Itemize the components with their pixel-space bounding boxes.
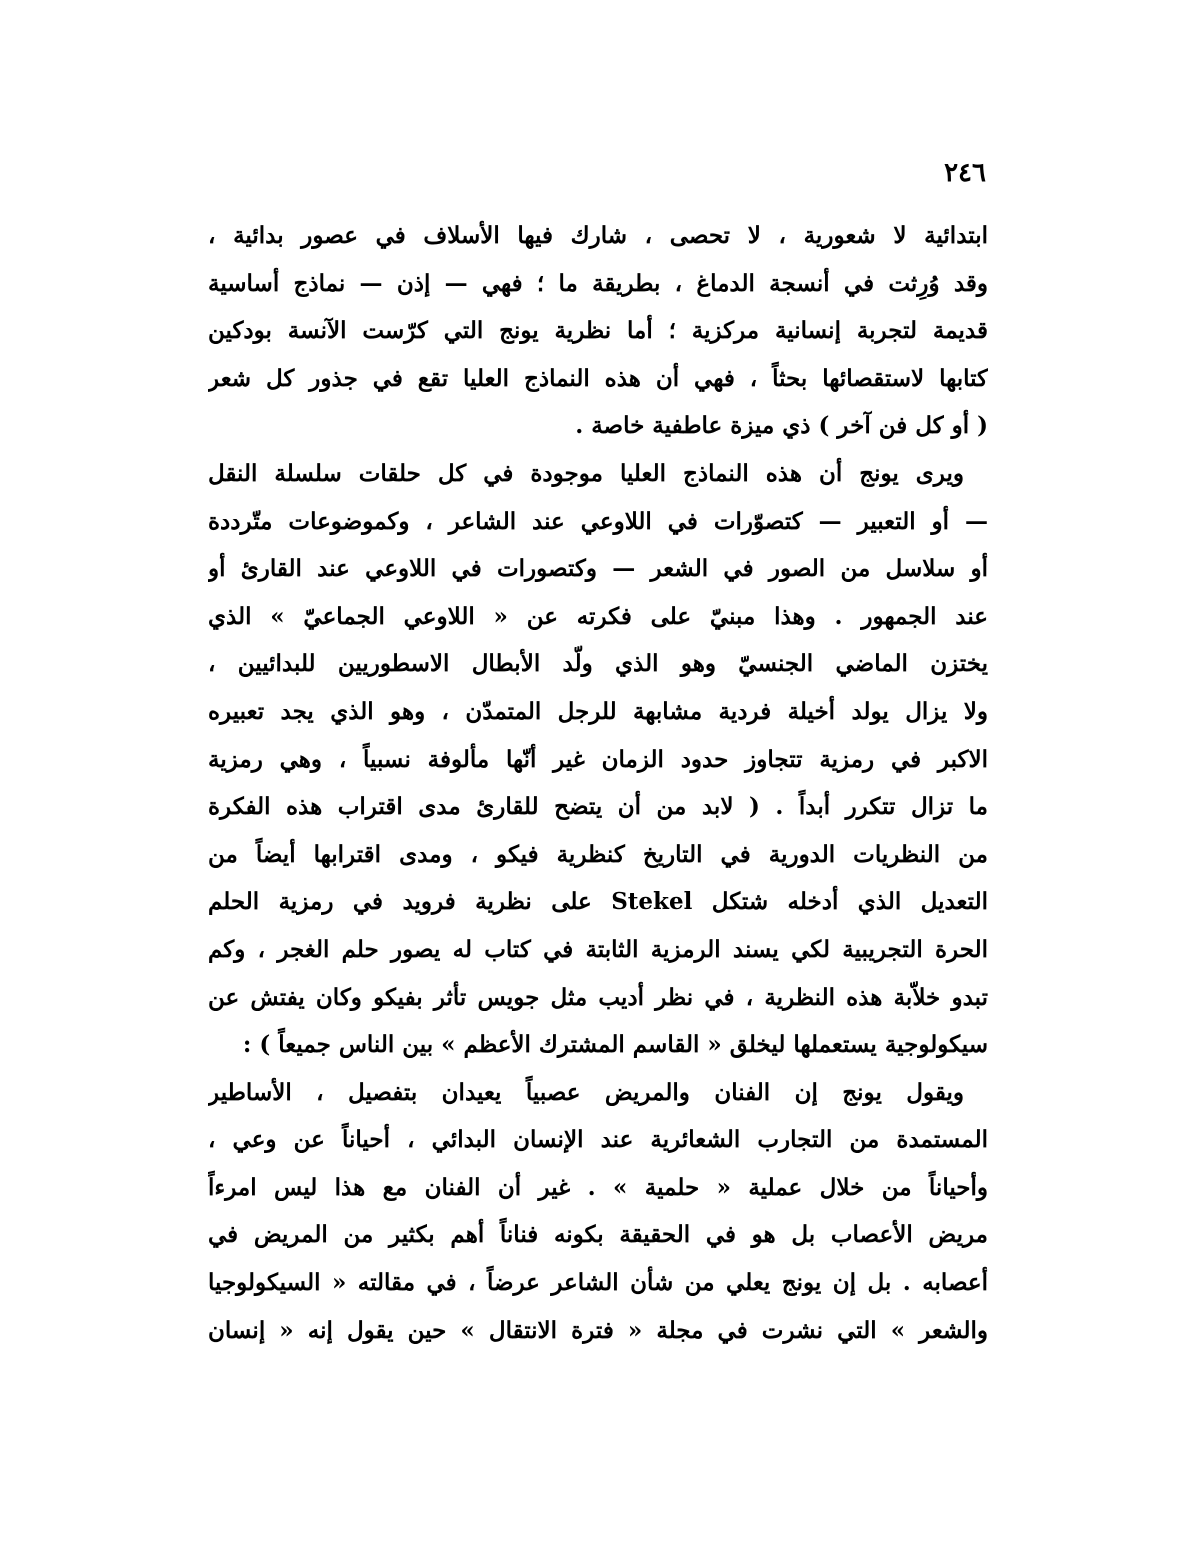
text-line: أعصابه . بل إن يونج يعلي من شأن الشاعر عرضاً ، في مقالته « السيكولوجيا	[208, 1269, 988, 1297]
text-line: الحرة التجريبية لكي يسند الرمزية الثابتة في كتاب له يصور حلم الغجر ، وكم	[208, 935, 988, 963]
text-line: التعديل الذي أدخله شتكل Stekel على نظرية فرويد في رمزية الحلم	[208, 888, 988, 916]
text-line: قديمة لتجربة إنسانية مركزية ؛ أما نظرية يونج التي كرّست الآنسة بودكين	[208, 317, 988, 345]
text-line: مريض الأعصاب بل هو في الحقيقة بكونه فناناً أهم بكثير من المريض في	[208, 1221, 988, 1249]
text-line: ابتدائية لا شعورية ، لا تحصى ، شارك فيها الأسلاف في عصور بدائية ،	[208, 222, 988, 249]
page-number: ٢٤٦	[944, 158, 986, 188]
text-line: يختزن الماضي الجنسيّ وهو الذي ولّد الأبطال الاسطوريين للبدائيين ،	[208, 650, 988, 678]
text-line: تبدو خلاّبة هذه النظرية ، في نظر أديب مثل جويس تأثر بفيكو وكان يفتش عن	[208, 983, 988, 1011]
text-line: ما تزال تتكرر أبداً . ( لابد من أن يتضح للقارئ مدى اقتراب هذه الفكرة	[208, 793, 988, 821]
text-line: من النظريات الدورية في التاريخ كنظرية فيكو ، ومدى اقترابها أيضاً من	[208, 840, 988, 868]
text-line: الاكبر في رمزية تتجاوز حدود الزمان غير أنّها مألوفة نسبياً ، وهي رمزية	[208, 745, 988, 773]
text-line: — أو التعبير — كتصوّرات في اللاوعي عند الشاعر ، وكموضوعات متّرددة	[208, 507, 988, 535]
text-line: ولا يزال يولد أخيلة فردية مشابهة للرجل المتمدّن ، وهو الذي يجد تعبيره	[208, 697, 988, 725]
text-line: ويرى يونج أن هذه النماذج العليا موجودة في كل حلقات سلسلة النقل	[208, 459, 964, 487]
text-line: المستمدة من التجارب الشعائرية عند الإنسان البدائي ، أحياناً عن وعي ،	[208, 1126, 988, 1154]
text-line: وقد وُرِثت في أنسجة الدماغ ، بطريقة ما ؛ فهي — إذن — نماذج أساسية	[208, 269, 988, 297]
text-line: ويقول يونج إن الفنان والمريض عصبياً يعيدان بتفصيل ، الأساطير	[208, 1078, 964, 1106]
text-line: أو سلاسل من الصور في الشعر — وكتصورات في اللاوعي عند القارئ أو	[208, 555, 988, 583]
text-line: سيكولوجية يستعملها ليخلق « القاسم المشترك الأعظم » بين الناس جميعاً ) :	[242, 1031, 988, 1059]
body-text	[208, 212, 988, 1354]
text-line: والشعر » التي نشرت في مجلة « فترة الانتقال » حين يقول إنه « إنسان	[208, 1316, 988, 1344]
text-line: ( أو كل فن آخر ) ذي ميزة عاطفية خاصة .	[575, 412, 988, 440]
text-line: كتابها لاستقصائها بحثاً ، فهي أن هذه النماذج العليا تقع في جذور كل شعر	[208, 364, 988, 392]
text-line: وأحياناً من خلال عملية « حلمية » . غير أن الفنان مع هذا ليس امرءاً	[208, 1173, 988, 1201]
text-line: عند الجمهور . وهذا مبنيّ على فكرته عن « اللاوعي الجماعيّ » الذي	[208, 602, 988, 630]
